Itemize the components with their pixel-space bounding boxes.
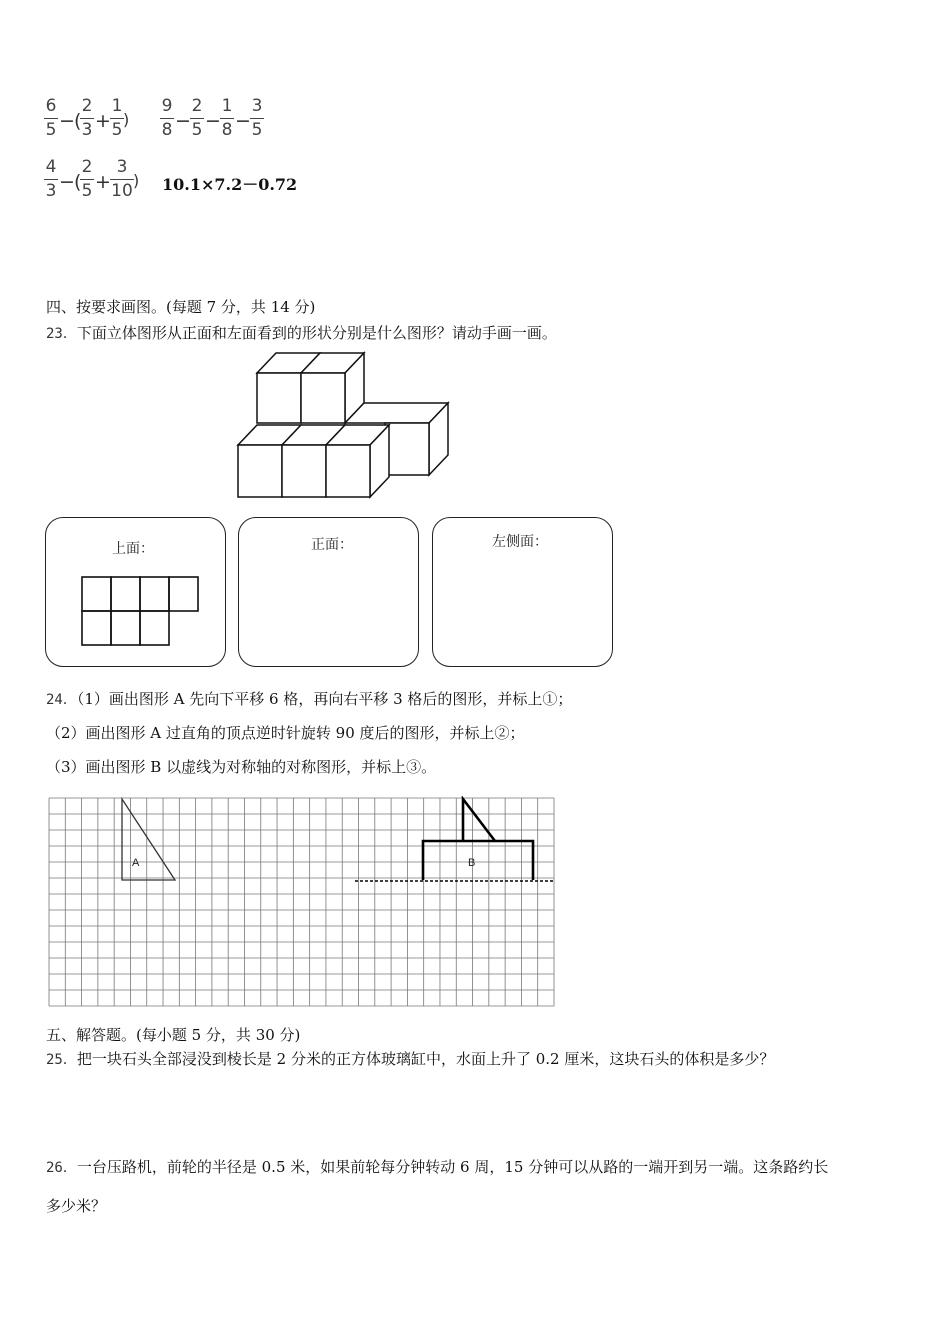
- frac-numerator: 2: [81, 157, 93, 177]
- triangle-a: [122, 799, 175, 880]
- left-paren: (: [74, 110, 82, 132]
- left-view-label: 左侧面：: [492, 534, 548, 550]
- cube-stack-figure: [230, 345, 460, 505]
- section-4-heading: 四、按要求画图。(每题 7 分，共 14 分): [46, 298, 316, 316]
- question-26-line-2: 多少米？: [46, 1197, 107, 1215]
- shape-b: [423, 841, 533, 880]
- plus-sign: +: [95, 171, 111, 193]
- frac-denominator: 8: [161, 120, 173, 140]
- frac-denominator: 8: [221, 120, 233, 140]
- top-view-label: 上面：: [112, 541, 154, 557]
- question-23-text: 下面立体图形从正面和左面看到的形状分别是什么图形？请动手画一画。: [76, 324, 557, 342]
- question-25-text: 把一块石头全部浸没到棱长是 2 分米的正方体玻璃缸中，水面上升了 0.2 厘米，这块石头的体积是多少？: [76, 1050, 775, 1068]
- section-5-heading: 五、解答题。(每小题 5 分，共 30 分): [46, 1026, 301, 1044]
- fraction-bar: [220, 118, 234, 119]
- fraction-bar: [44, 118, 58, 119]
- shape-b-label: B: [468, 857, 476, 869]
- frac-denominator: 5: [191, 120, 203, 140]
- question-number: 24．: [46, 692, 77, 708]
- frac-denominator: 5: [251, 120, 263, 140]
- frac-denominator: 5: [111, 120, 123, 140]
- fraction-bar: [80, 179, 94, 180]
- frac-denominator: 5: [45, 120, 57, 140]
- calc-expression-4: 10.1×7.2－0.72: [162, 175, 298, 194]
- fraction-bar: [160, 118, 174, 119]
- drawing-grid[interactable]: [47, 796, 559, 1008]
- front-view-label: 正面：: [311, 537, 353, 553]
- shape-a-label: A: [132, 857, 140, 869]
- fraction-bar: [250, 118, 264, 119]
- question-26-line-1: 一台压路机，前轮的半径是 0.5 米，如果前轮每分钟转动 6 周，15 分钟可以从路的一端开到另一端。这条路约长: [76, 1158, 829, 1176]
- shape-b-triangle: [463, 799, 495, 841]
- frac-denominator: 5: [81, 181, 93, 201]
- minus-sign: −: [205, 110, 221, 132]
- minus-sign: −: [175, 110, 191, 132]
- plus-sign: +: [95, 110, 111, 132]
- frac-numerator: 1: [111, 96, 123, 116]
- frac-numerator: 3: [251, 96, 263, 116]
- fraction-bar: [190, 118, 204, 119]
- frac-denominator: 10: [111, 181, 133, 201]
- frac-numerator: 1: [221, 96, 233, 116]
- frac-denominator: 3: [81, 120, 93, 140]
- question-number: 23．: [46, 326, 77, 342]
- question-24-part-2: （2）画出图形 A 过直角的顶点逆时针旋转 90 度后的图形，并标上②；: [46, 724, 525, 742]
- frac-numerator: 2: [191, 96, 203, 116]
- question-number: 26．: [46, 1160, 77, 1176]
- minus-sign: −: [59, 110, 75, 132]
- top-view-box: [45, 517, 226, 667]
- question-number: 25．: [46, 1052, 77, 1068]
- frac-denominator: 3: [45, 181, 57, 201]
- top-view-drawing: [81, 576, 201, 648]
- left-view-box[interactable]: [432, 517, 613, 667]
- fraction-bar: [110, 118, 124, 119]
- question-24-part-3: （3）画出图形 B 以虚线为对称轴的对称图形，并标上③。: [46, 758, 437, 776]
- frac-numerator: 6: [45, 96, 57, 116]
- right-paren: ): [123, 110, 130, 129]
- frac-numerator: 4: [45, 157, 57, 177]
- front-view-box[interactable]: [238, 517, 419, 667]
- right-paren: ): [133, 171, 140, 190]
- fraction-bar: [110, 179, 134, 180]
- minus-sign: −: [59, 171, 75, 193]
- minus-sign: −: [235, 110, 251, 132]
- fraction-bar: [44, 179, 58, 180]
- frac-numerator: 2: [81, 96, 93, 116]
- frac-numerator: 9: [161, 96, 173, 116]
- left-paren: (: [74, 171, 82, 193]
- frac-numerator: 3: [116, 157, 128, 177]
- fraction-bar: [80, 118, 94, 119]
- question-24-part-1: （1）画出图形 A 先向下平移 6 格，再向右平移 3 格后的图形，并标上①；: [76, 690, 573, 708]
